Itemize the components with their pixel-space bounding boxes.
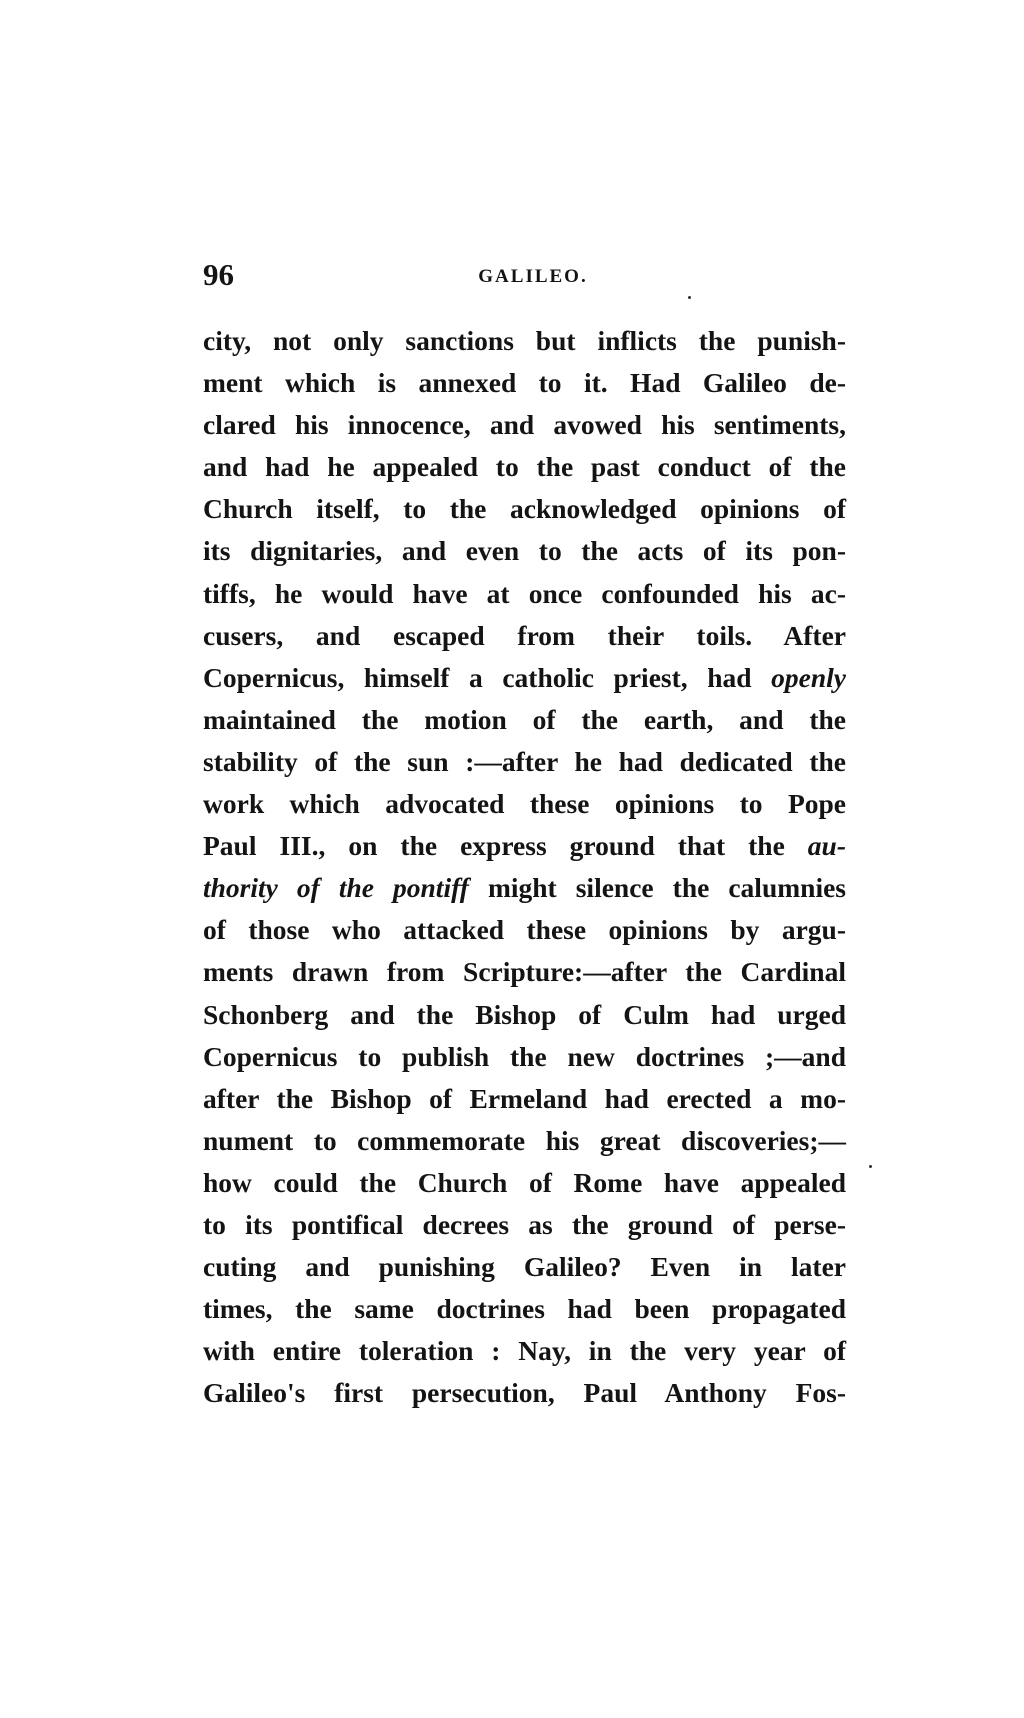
- print-speck: [869, 1165, 872, 1168]
- text-line: Copernicus, himself a catholic priest, had openly: [203, 661, 846, 693]
- text-line: tiffs, he would have at once confounded his ac-: [203, 577, 846, 609]
- text-line: maintained the motion of the earth, and the: [203, 703, 846, 735]
- running-head: [203, 255, 843, 295]
- text-line: Galileo's first persecution, Paul Anthony Fos-: [203, 1377, 846, 1409]
- text-line: of those who attacked these opinions by argu-: [203, 914, 846, 946]
- text-line: thority of the pontiff might silence the calumnies: [203, 872, 846, 904]
- text-line: cusers, and escaped from their toils. After: [203, 619, 846, 651]
- text-line: cuting and punishing Galileo? Even in later: [203, 1251, 846, 1283]
- text-line: with entire toleration : Nay, in the very year of: [203, 1335, 846, 1367]
- text-line: after the Bishop of Ermeland had erected a mo-: [203, 1082, 846, 1114]
- text-line: times, the same doctrines had been propagated: [203, 1293, 846, 1325]
- italic-emphasis: openly: [771, 661, 846, 693]
- text-line: Copernicus to publish the new doctrines ;—and: [203, 1040, 846, 1072]
- text-line: how could the Church of Rome have appealed: [203, 1166, 846, 1198]
- text-line: stability of the sun :—after he had dedicated the: [203, 745, 846, 777]
- italic-emphasis: au-: [807, 830, 846, 862]
- text-line: city, not only sanctions but inflicts the punish-: [203, 325, 846, 356]
- text-line: work which advocated these opinions to Pope: [203, 788, 846, 820]
- page-number: 96: [203, 257, 234, 292]
- italic-emphasis: thority of the pontiff: [203, 872, 469, 904]
- text-line: to its pontifical decrees as the ground of perse-: [203, 1208, 846, 1240]
- running-title: GALILEO.: [478, 266, 588, 287]
- text-line: nument to commemorate his great discoveries;—: [203, 1124, 846, 1156]
- text-line: ment which is annexed to it. Had Galileo de-: [203, 367, 846, 399]
- text-line: clared his innocence, and avowed his sentiments,: [203, 409, 846, 441]
- print-speck: [688, 296, 691, 299]
- text-line: and had he appealed to the past conduct of the: [203, 451, 846, 483]
- text-line: Schonberg and the Bishop of Culm had urged: [203, 998, 846, 1030]
- body-text: [203, 320, 846, 1414]
- text-line: Church itself, to the acknowledged opinions of: [203, 493, 846, 525]
- text-line: its dignitaries, and even to the acts of its pon-: [203, 535, 846, 567]
- text-line: Paul III., on the express ground that the au-: [203, 830, 846, 862]
- text-line: ments drawn from Scripture:—after the Cardinal: [203, 956, 846, 988]
